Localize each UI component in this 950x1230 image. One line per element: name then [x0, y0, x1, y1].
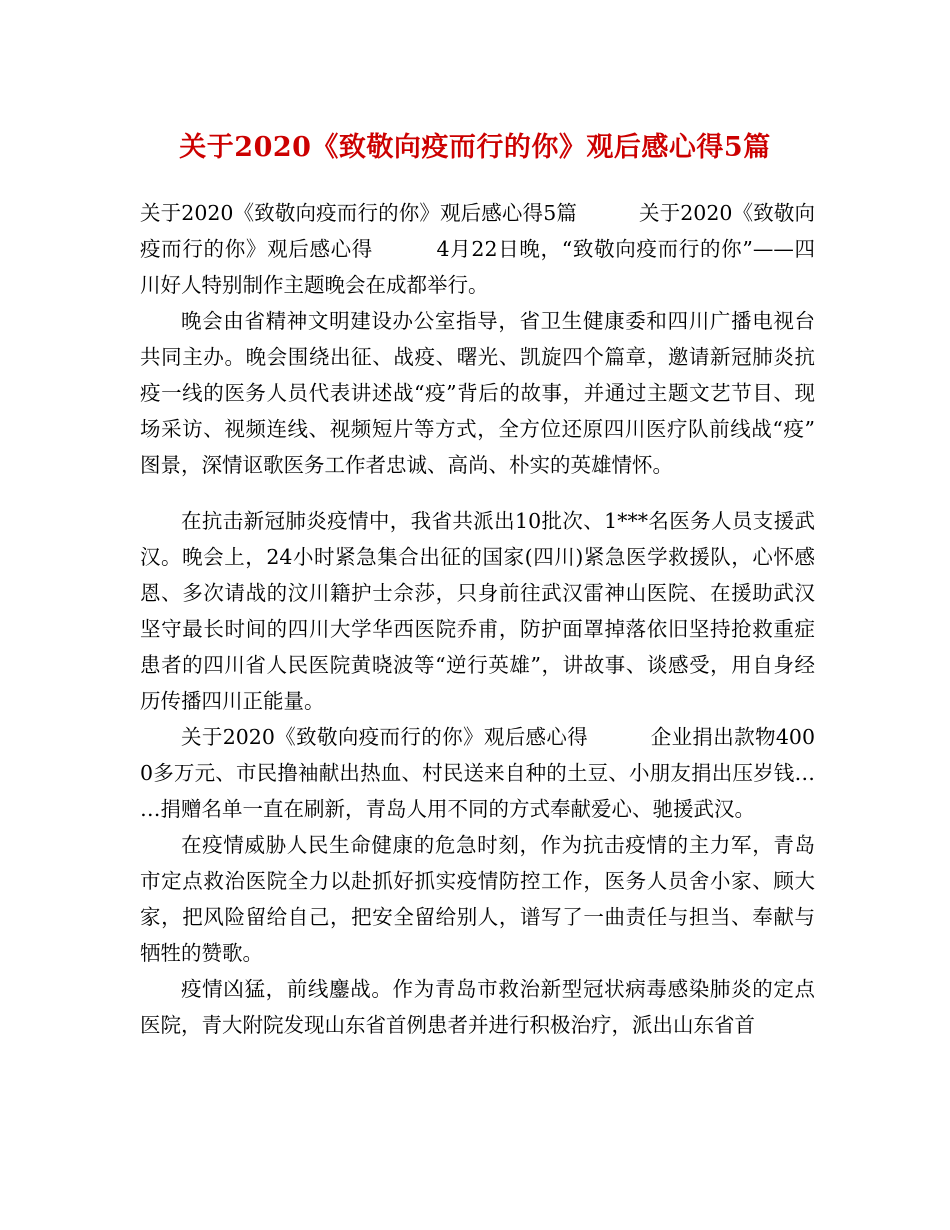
paragraph-intro: 关于2020《致敬向疫而行的你》观后感心得5篇 关于2020《致敬向疫而行的你》观后感心得 4月22日晚，“致敬向疫而行的你”——四川好人特别制作主题晚会在成都举行。: [140, 201, 815, 297]
paragraph-qingdao-donations: 关于2020《致敬向疫而行的你》观后感心得 企业捐出款物4000多万元、市民撸袖献出热血、村民送来自种的土豆、小朋友捐出压岁钱……捐赠名单一直在刷新，青岛人用不同的方式奉献爱心、驰援武汉。: [140, 725, 815, 821]
paragraph-gala-overview: 晚会由省精神文明建设办公室指导，省卫生健康委和四川广播电视台共同主办。晚会围绕出征、战疫、曙光、凯旋四个篇章，邀请新冠肺炎抗疫一线的医务人员代表讲述战“疫”背后的故事，并通过主题文艺节目、现场采访、视频连线、视频短片等方式，全方位还原四川医疗队前线战“疫”图景，深情讴歌医务工作者忠诚、高尚、朴实的英雄情怀。: [140, 309, 815, 477]
paragraph-frontline-battle: 疫情凶猛，前线鏖战。作为青岛市救治新型冠状病毒感染肺炎的定点医院，青大附院发现山东省首例患者并进行积极治疗，派出山东省首: [140, 977, 815, 1037]
document-body: [140, 195, 815, 1043]
document-title: 关于2020《致敬向疫而行的你》观后感心得5篇: [179, 132, 771, 163]
paragraph-qingdao-hospitals: 在疫情威胁人民生命健康的危急时刻，作为抗击疫情的主力军，青岛市定点救治医院全力以赴抓好抓实疫情防控工作，医务人员舍小家、顾大家，把风险留给自己，把安全留给别人，谱写了一曲责任与担当、奉献与牺牲的赞歌。: [140, 833, 815, 965]
paragraph-sichuan-medical-team: 在抗击新冠肺炎疫情中，我省共派出10批次、1***名医务人员支援武汉。晚会上，24小时紧急集合出征的国家(四川)紧急医学救援队，心怀感恩、多次请战的汶川籍护士佘莎，只身前往武汉雷神山医院、在援助武汉坚守最长时间的四川大学华西医院乔甫，防护面罩掉落依旧坚持抢救重症患者的四川省人民医院黄晓波等“逆行英雄”，讲故事、谈感受，用自身经历传播四川正能量。: [140, 509, 815, 713]
